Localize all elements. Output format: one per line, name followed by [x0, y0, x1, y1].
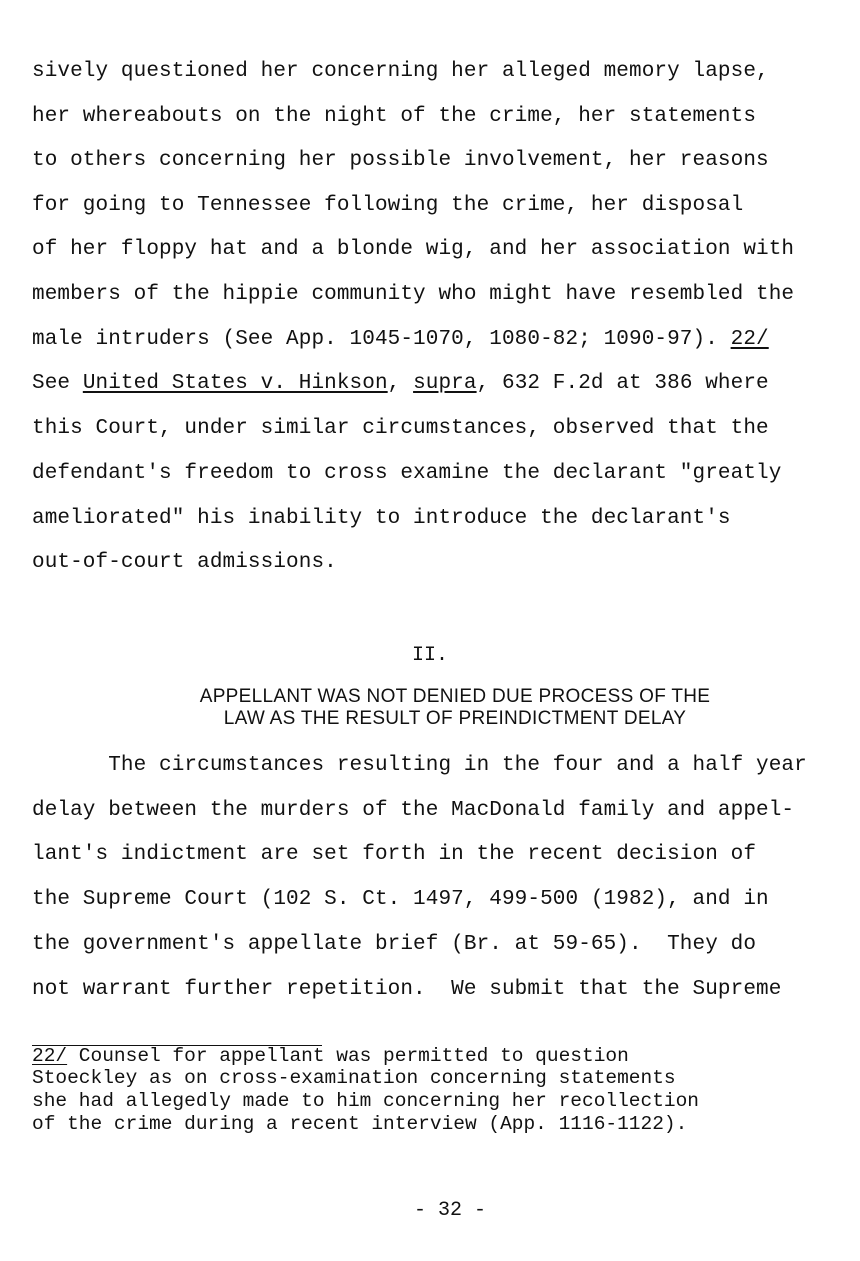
body-line: this Court, under similar circumstances, observed that the [32, 417, 769, 440]
footnote-text: Counsel for appellant was permitted to question [67, 1045, 629, 1067]
footnote-line: of the crime during a recent interview (App. 1116-1122). [32, 1113, 688, 1135]
case-citation: United States v. Hinkson [82, 372, 388, 395]
body-text: male intruders (See App. 1045-1070, 1080-82; 1090-97). [32, 328, 731, 351]
footnote-line: she had allegedly made to him concerning her recollection [32, 1090, 700, 1112]
section-number: II. [411, 644, 448, 667]
body-line: delay between the murders of the MacDonald family and appel- [32, 799, 795, 822]
body-line: the government's appellate brief (Br. at 59-65). They do [32, 933, 757, 956]
section-heading-line: APPELLANT WAS NOT DENIED DUE PROCESS OF THE [199, 686, 711, 707]
body-line: sively questioned her concerning her alleged memory lapse, [32, 60, 769, 83]
body-line: not warrant further repetition. We submit that the Supreme [32, 978, 782, 1001]
footnote-reference: 22/ [730, 328, 769, 351]
body-line: The circumstances resulting in the four and a half year [32, 754, 807, 777]
body-line: her whereabouts on the night of the crime, her statements [32, 105, 757, 128]
page-number: - 32 - [413, 1199, 486, 1222]
body-line: to others concerning her possible involvement, her reasons [32, 149, 769, 172]
footnote-line [32, 1045, 629, 1067]
body-line: members of the hippie community who might have resembled the [32, 283, 795, 306]
section-heading-line: LAW AS THE RESULT OF PREINDICTMENT DELAY [223, 708, 687, 729]
body-line: out-of-court admissions. [32, 551, 337, 574]
footnote-marker: 22/ [32, 1045, 68, 1067]
body-line: defendant's freedom to cross examine the declarant "greatly [32, 462, 782, 485]
body-line: ameliorated" his inability to introduce the declarant's [32, 507, 731, 530]
body-line: the Supreme Court (102 S. Ct. 1497, 499-500 (1982), and in [32, 888, 769, 911]
body-line: for going to Tennessee following the crime, her disposal [32, 194, 744, 217]
body-text: , [387, 372, 414, 395]
body-text: See [32, 372, 83, 395]
body-line: of her floppy hat and a blonde wig, and her association with [32, 238, 795, 261]
body-line [32, 372, 769, 396]
body-text: , 632 F.2d at 386 where [476, 372, 769, 395]
body-line [32, 328, 769, 352]
body-line: lant's indictment are set forth in the recent decision of [32, 843, 757, 866]
footnote-line: Stoeckley as on cross-examination concerning statements [32, 1067, 676, 1089]
supra-citation: supra [413, 372, 477, 395]
